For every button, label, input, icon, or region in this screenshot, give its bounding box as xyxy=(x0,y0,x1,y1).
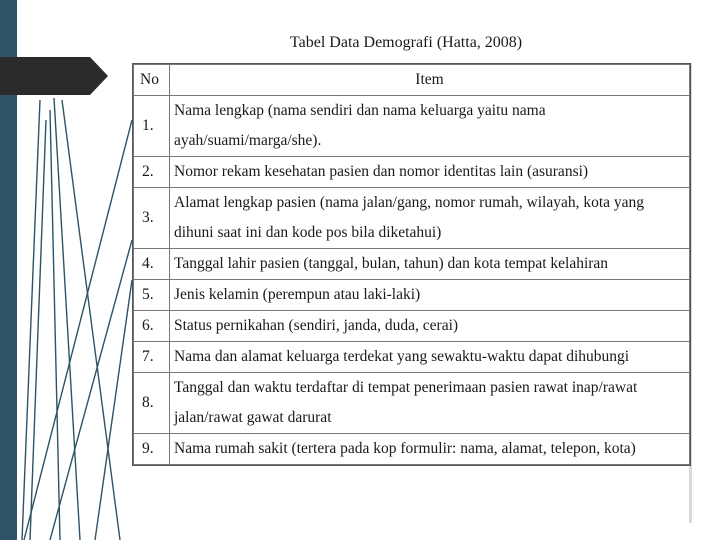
row-item: Status pernikahan (sendiri, janda, duda, cerai) xyxy=(170,311,690,342)
table-row xyxy=(134,434,690,465)
row-number: 4. xyxy=(134,249,170,280)
deco-line xyxy=(95,280,132,540)
row-item: Tanggal lahir pasien (tanggal, bulan, tahun) dan kota tempat kelahiran xyxy=(170,249,690,280)
page-title: Tabel Data Demografi (Hatta, 2008) xyxy=(290,34,523,51)
row-item: Tanggal dan waktu terdaftar di tempat penerimaan pasien rawat inap/rawat jalan/rawat gawat darurat xyxy=(170,373,690,434)
header-item: Item xyxy=(170,65,690,96)
deco-line xyxy=(30,120,46,540)
row-item: Nama lengkap (nama sendiri dan nama keluarga yaitu nama ayah/suami/marga/she). xyxy=(170,96,690,157)
row-item: Alamat lengkap pasien (nama jalan/gang, nomor rumah, wilayah, kota yang dihuni saat ini dan kode pos bila diketahui) xyxy=(170,188,690,249)
row-number: 2. xyxy=(134,157,170,188)
row-number: 9. xyxy=(134,434,170,465)
row-number: 7. xyxy=(134,342,170,373)
table-row xyxy=(134,249,690,280)
row-number: 8. xyxy=(134,373,170,434)
row-item: Nama dan alamat keluarga terdekat yang sewaktu-waktu dapat dihubungi xyxy=(170,342,690,373)
row-number: 6. xyxy=(134,311,170,342)
table-row xyxy=(134,342,690,373)
table-row xyxy=(134,96,690,157)
table-row xyxy=(134,157,690,188)
row-item: Nomor rekam kesehatan pasien dan nomor identitas lain (asuransi) xyxy=(170,157,690,188)
table-row xyxy=(134,373,690,434)
deco-line xyxy=(62,100,120,540)
row-item: Jenis kelamin (perempun atau laki-laki) xyxy=(170,280,690,311)
title-tab-shape xyxy=(0,57,108,95)
table-row xyxy=(134,188,690,249)
table-header-row xyxy=(134,65,690,96)
table-row xyxy=(134,280,690,311)
deco-line xyxy=(24,120,132,540)
row-item: Nama rumah sakit (tertera pada kop formulir: nama, alamat, telepon, kota) xyxy=(170,434,690,465)
row-number: 5. xyxy=(134,280,170,311)
demographic-table xyxy=(132,63,691,466)
header-no: No xyxy=(134,65,170,96)
row-number: 1. xyxy=(134,96,170,157)
table-row xyxy=(134,311,690,342)
row-number: 3. xyxy=(134,188,170,249)
deco-line xyxy=(22,100,40,540)
